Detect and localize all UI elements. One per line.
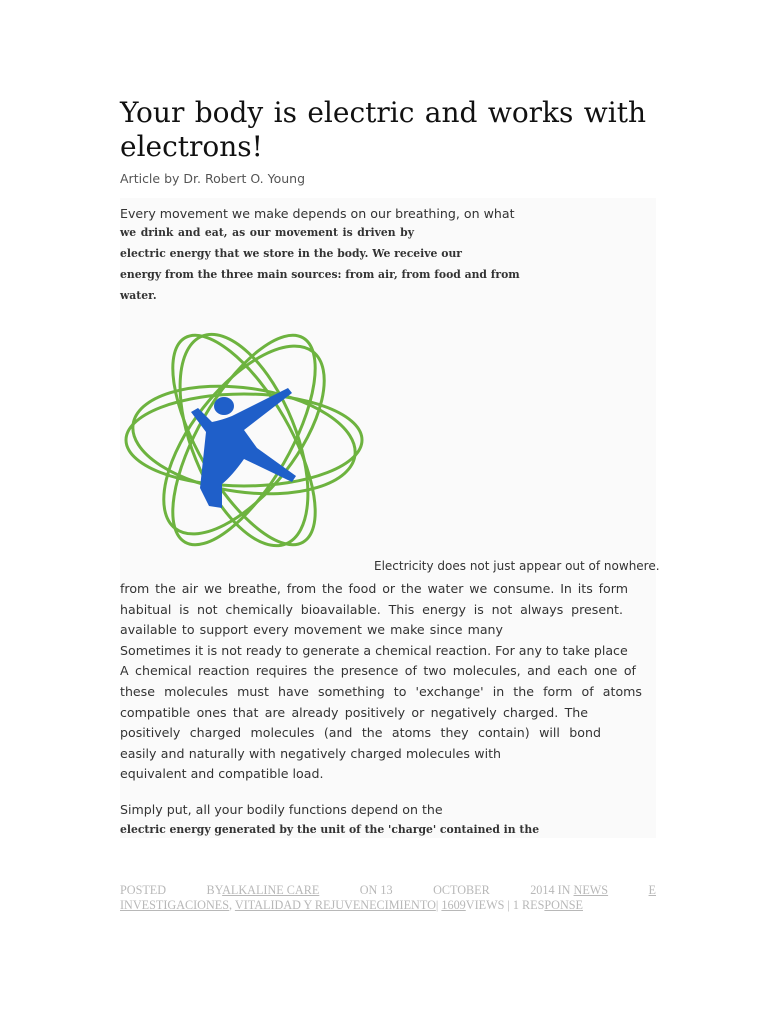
intro-bold-line: electric energy that we store in the body. We receive our bbox=[120, 247, 462, 260]
views-text: VIEWS | 1 RES bbox=[465, 898, 545, 912]
category-link-news[interactable]: NEWS bbox=[573, 883, 609, 897]
post-date-month: OCTOBER bbox=[433, 883, 490, 897]
paragraph-2-line: equivalent and compatible load. bbox=[120, 766, 324, 782]
intro-line: Every movement we make depends on our breathing, on what bbox=[120, 206, 515, 221]
article-title: Your body is electric and works with electrons! bbox=[120, 96, 646, 163]
year-in-label: 2014 IN bbox=[530, 883, 571, 897]
intro-bold-line: energy from the three main sources: from air, from food and from bbox=[120, 268, 520, 281]
posted-label: POSTED bbox=[120, 883, 167, 897]
person-figure bbox=[191, 388, 296, 508]
paragraph-2-line: habitual is not chemically bioavailable. This energy is not always present. bbox=[120, 601, 623, 617]
article-byline: Article by Dr. Robert O. Young bbox=[120, 171, 306, 186]
paragraph-2-line: Sometimes it is not ready to generate a chemical reaction. For any to take place bbox=[120, 642, 628, 658]
by-author bbox=[207, 883, 320, 898]
post-meta-footer bbox=[120, 883, 656, 913]
paragraph-2-line: compatible ones that are already positively or negatively charged. The bbox=[120, 704, 588, 720]
views-count-link[interactable]: 1609 bbox=[441, 898, 466, 912]
figure-caption: Electricity does not just appear out of nowhere. bbox=[374, 559, 660, 573]
paragraph-2-line: easily and naturally with negatively charged molecules with bbox=[120, 745, 501, 761]
paragraph-2-line: A chemical reaction requires the presence of two molecules, and each one of bbox=[120, 663, 636, 679]
intro-bold-line: water. bbox=[120, 289, 157, 302]
category-link-news-tail[interactable]: E bbox=[648, 883, 656, 897]
person-head bbox=[214, 397, 234, 415]
atom-person-icon bbox=[120, 316, 370, 568]
article-content bbox=[120, 198, 660, 838]
author-link[interactable]: ALKALINE CARE bbox=[222, 883, 320, 897]
paragraph-2-line: from the air we breathe, from the food or the water we consume. In its form bbox=[120, 581, 628, 596]
category-link-investigaciones[interactable]: INVESTIGACIONES bbox=[120, 898, 230, 912]
paragraph-2-line: positively charged molecules (and the atoms they contain) will bond bbox=[120, 725, 601, 741]
response-link[interactable]: PONSE bbox=[544, 898, 583, 912]
category-link-vitalidad[interactable]: VITALIDAD Y REJUVENECIMIENTO bbox=[234, 898, 436, 912]
post-year-in bbox=[530, 883, 608, 898]
post-meta-row-2: INVESTIGACIONES, VITALIDAD Y REJUVENECIMIENTO| 1609VIEWS | 1 RESPONSE bbox=[120, 898, 583, 912]
by-label: BY bbox=[206, 883, 223, 897]
atom-figure-image bbox=[120, 316, 370, 568]
paragraph-2-line: available to support every movement we make since many bbox=[120, 622, 503, 638]
post-meta-row-1 bbox=[120, 883, 656, 898]
paragraph-2-line: these molecules must have something to 'exchange' in the form of atoms bbox=[120, 684, 642, 699]
para3-line: Simply put, all your bodily functions depend on the bbox=[120, 802, 443, 817]
intro-bold-line: we drink and eat, as our movement is driven by bbox=[120, 226, 414, 239]
post-date-day: ON 13 bbox=[359, 883, 393, 897]
para3-bold-line: electric energy generated by the unit of the 'charge' contained in the bbox=[120, 823, 540, 836]
